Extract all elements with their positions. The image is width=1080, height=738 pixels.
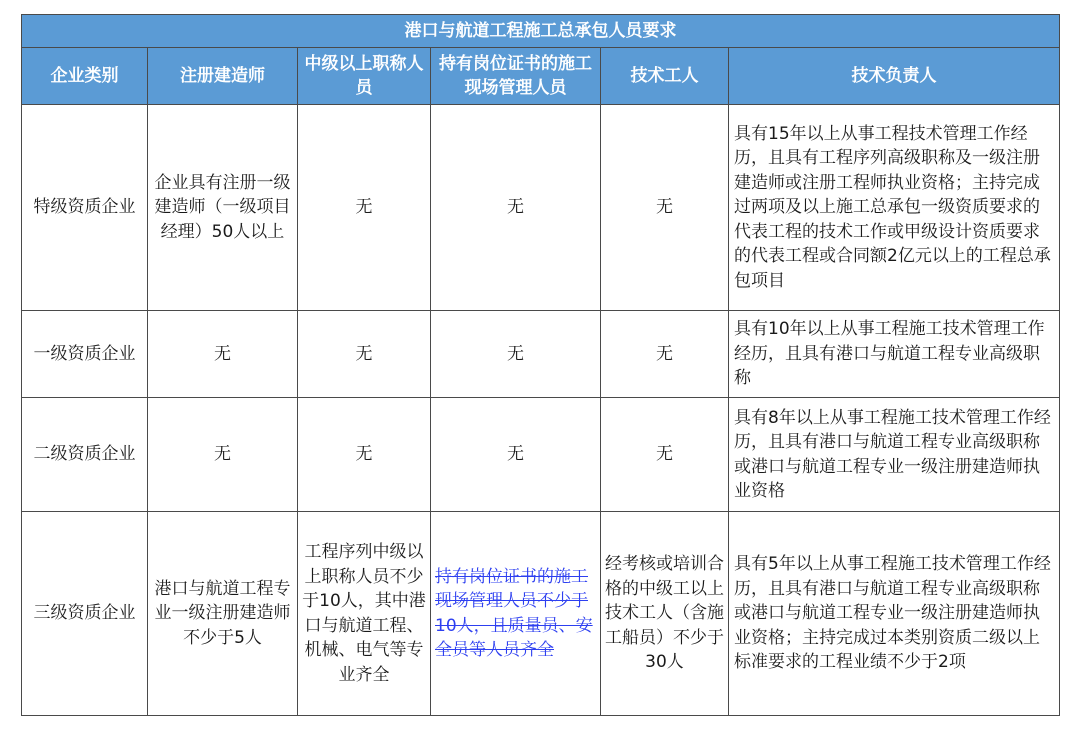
cell-site-managers: 无 — [431, 398, 601, 512]
header-site-managers: 持有岗位证书的施工现场管理人员 — [431, 48, 601, 105]
header-row — [22, 48, 1060, 105]
cell-skilled-workers: 无 — [601, 311, 729, 398]
cell-registered-constructor: 港口与航道工程专业一级注册建造师不少于5人 — [148, 512, 298, 716]
cell-technical-lead: 具有10年以上从事工程施工技术管理工作经历，且具有港口与航道工程专业高级职称 — [729, 311, 1060, 398]
cell-category: 特级资质企业 — [22, 105, 148, 311]
requirements-table-container — [21, 14, 1059, 716]
cell-skilled-workers: 无 — [601, 105, 729, 311]
cell-mid-level-title: 无 — [298, 311, 431, 398]
table-row — [22, 512, 1060, 716]
cell-category: 二级资质企业 — [22, 398, 148, 512]
table-row — [22, 398, 1060, 512]
cell-category: 一级资质企业 — [22, 311, 148, 398]
cell-technical-lead: 具有15年以上从事工程技术管理工作经历，且具有工程序列高级职称及一级注册建造师或注册工程师执业资格；主持完成过两项及以上施工总承包一级资质要求的代表工程的技术工作或甲级设计资质要求的代表工程或合同额2亿元以上的工程总承包项目 — [729, 105, 1060, 311]
cell-site-managers: 无 — [431, 311, 601, 398]
table-title: 港口与航道工程施工总承包人员要求 — [22, 15, 1060, 48]
cell-registered-constructor: 无 — [148, 311, 298, 398]
cell-mid-level-title: 无 — [298, 105, 431, 311]
header-skilled-workers: 技术工人 — [601, 48, 729, 105]
requirements-table — [21, 14, 1060, 716]
header-enterprise-category: 企业类别 — [22, 48, 148, 105]
table-row — [22, 311, 1060, 398]
cell-mid-level-title: 工程序列中级以上职称人员不少于10人，其中港口与航道工程、机械、电气等专业齐全 — [298, 512, 431, 716]
cell-site-managers: 无 — [431, 105, 601, 311]
header-mid-level-title: 中级以上职称人员 — [298, 48, 431, 105]
cell-mid-level-title: 无 — [298, 398, 431, 512]
cell-skilled-workers: 无 — [601, 398, 729, 512]
cell-skilled-workers: 经考核或培训合格的中级工以上技术工人（含施工船员）不少于30人 — [601, 512, 729, 716]
cell-category: 三级资质企业 — [22, 512, 148, 716]
cell-site-managers-struck: 持有岗位证书的施工现场管理人员不少于10人，且质量员、安全员等人员齐全 — [431, 512, 601, 716]
header-technical-lead: 技术负责人 — [729, 48, 1060, 105]
cell-technical-lead: 具有5年以上从事工程施工技术管理工作经历，且具有港口与航道工程专业高级职称或港口与航道工程专业一级注册建造师执业资格；主持完成过本类别资质二级以上标准要求的工程业绩不少于2项 — [729, 512, 1060, 716]
table-row — [22, 105, 1060, 311]
cell-registered-constructor: 无 — [148, 398, 298, 512]
header-registered-constructor: 注册建造师 — [148, 48, 298, 105]
title-row — [22, 15, 1060, 48]
cell-technical-lead: 具有8年以上从事工程施工技术管理工作经历，且具有港口与航道工程专业高级职称或港口与航道工程专业一级注册建造师执业资格 — [729, 398, 1060, 512]
cell-registered-constructor: 企业具有注册一级建造师（一级项目经理）50人以上 — [148, 105, 298, 311]
